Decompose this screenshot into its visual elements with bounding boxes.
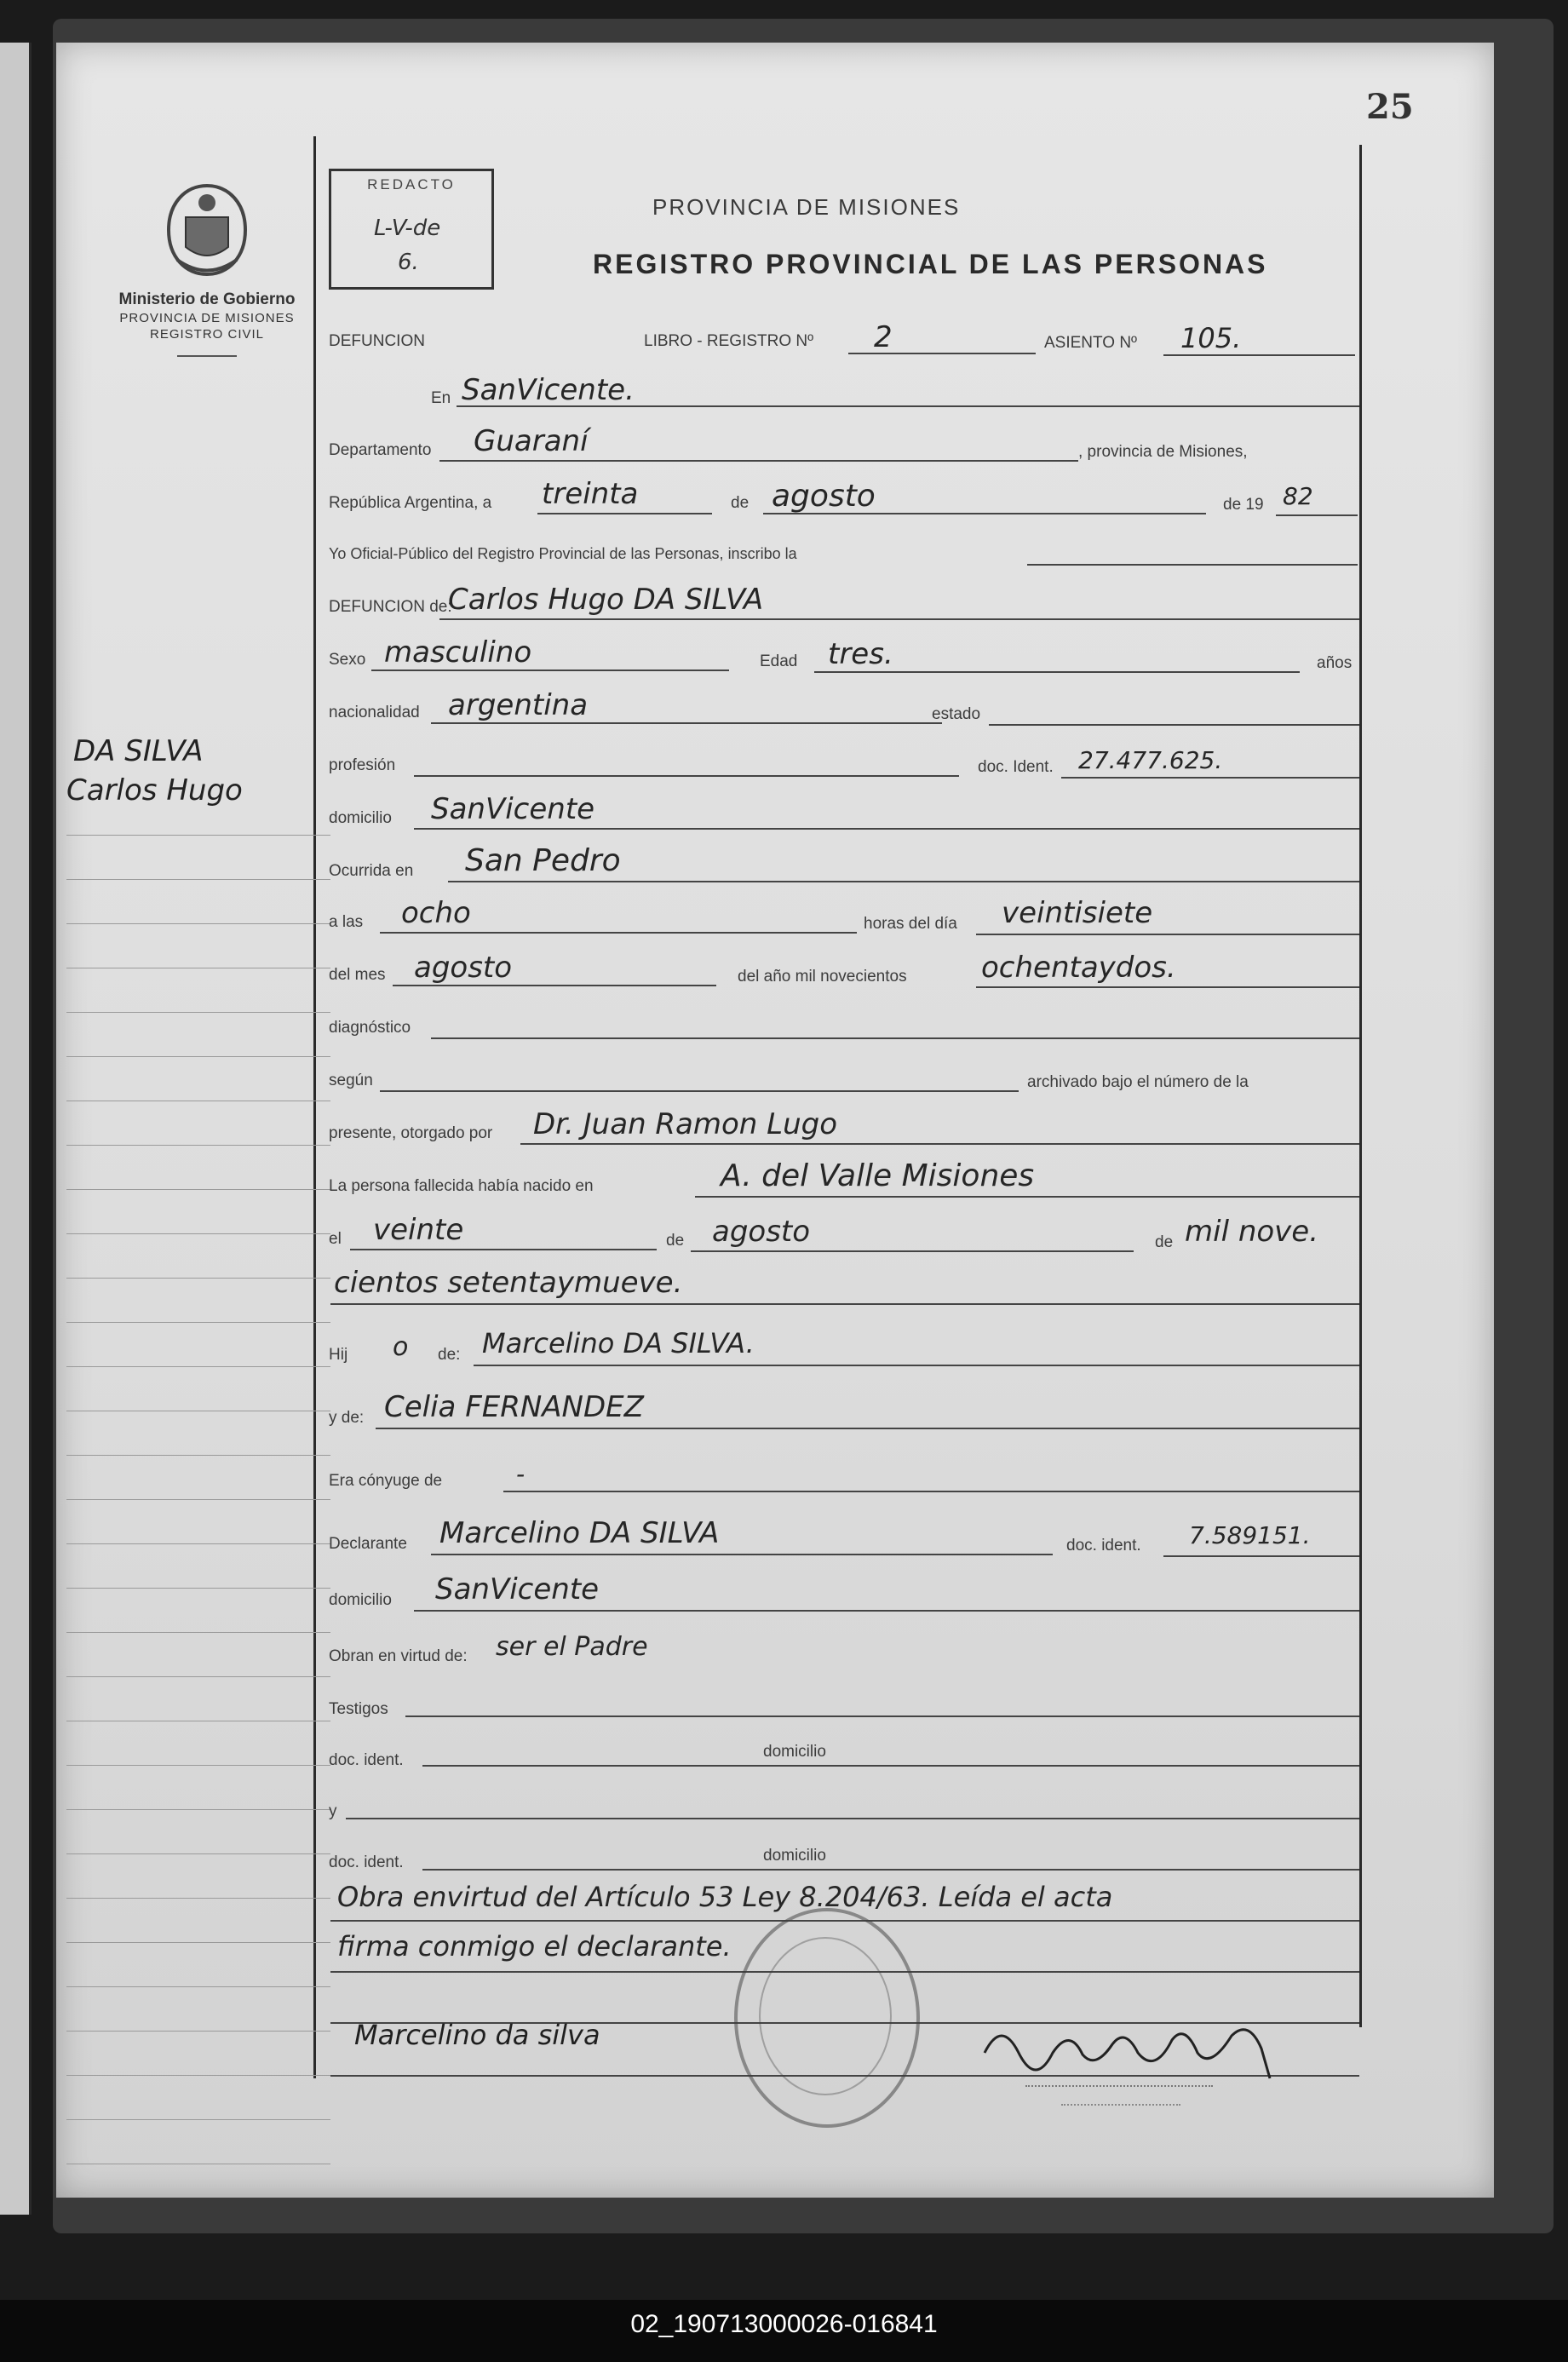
label-departamento: Departamento [329, 441, 432, 459]
margin-ruled-line [66, 1942, 330, 1943]
margin-ruled-line [66, 1455, 330, 1456]
redacto-label: REDACTO [367, 176, 456, 193]
margin-ruled-line [66, 1366, 330, 1367]
value-padre: Marcelino DA SILVA. [482, 1327, 755, 1359]
line-dia-nac [350, 1247, 657, 1250]
label-de-padre: de: [438, 1346, 461, 1364]
value-ano-muerte: ochentaydos. [981, 951, 1176, 985]
label-anos: años [1317, 654, 1353, 672]
label-oficial: Yo Oficial-Público del Registro Provincial de las Personas, inscribo la [329, 545, 797, 562]
label-de: de [731, 494, 750, 512]
line-doc-ident [1061, 775, 1359, 779]
line-hora [380, 930, 857, 934]
label-del-mes: del mes [329, 966, 386, 984]
value-madre: Celia FERNANDEZ [384, 1390, 644, 1424]
margin-ruled-line [66, 879, 330, 880]
line-oficial [1027, 562, 1358, 566]
line-ano-muerte [976, 985, 1359, 988]
redacto-line2: 6. [398, 250, 419, 275]
label-a-las: a las [329, 913, 364, 931]
label-doc-ident-testigo1: doc. ident. [329, 1751, 404, 1769]
margin-ruled-line [66, 1012, 330, 1013]
line-declarante [431, 1552, 1053, 1555]
margin-ruled-line [66, 1278, 330, 1279]
line-medico [520, 1141, 1359, 1145]
line-ocurrida [448, 879, 1359, 882]
ministry-registry: REGISTRO CIVIL [149, 327, 265, 342]
margin-ruled-line [66, 1499, 330, 1500]
label-del-ano: del año mil novecientos [738, 968, 907, 986]
value-mes-muerte: agosto [414, 951, 513, 985]
line-mes-nac [691, 1249, 1134, 1252]
value-dia-muerte: veintisiete [1002, 896, 1153, 930]
label-de-nac: de [666, 1232, 685, 1250]
page-number: 25 [1366, 87, 1414, 127]
value-domicilio: SanVicente [431, 792, 595, 826]
line-profesion [414, 773, 959, 777]
value-ano-nac-1: mil nove. [1185, 1215, 1319, 1249]
value-en: SanVicente. [462, 373, 635, 407]
value-asiento: 105. [1180, 322, 1242, 354]
margin-ruled-line [66, 1853, 330, 1854]
margin-ruled-line [66, 2031, 330, 2032]
margin-ruled-line [66, 835, 330, 836]
coat-of-arms-icon [160, 179, 254, 281]
margin-ruled-line [66, 1632, 330, 1633]
line-segun [380, 1089, 1019, 1092]
officer-stamp-text-2 [1061, 2104, 1180, 2112]
label-diagnostico: diagnóstico [329, 1019, 411, 1037]
value-doc-ident: 27.477.625. [1078, 746, 1223, 774]
line-doc-testigo2 [422, 1867, 1359, 1871]
margin-ruled-line [66, 1056, 330, 1057]
value-dia: treinta [542, 477, 639, 511]
margin-given-name: Carlos Hugo [66, 773, 243, 807]
label-horas-dia: horas del día [864, 915, 957, 933]
margin-ruled-line [66, 1986, 330, 1987]
line-conyuge [503, 1489, 1359, 1492]
label-sexo: Sexo [329, 651, 366, 669]
label-republica: República Argentina, a [329, 494, 492, 512]
label-doc-ident-testigo2: doc. ident. [329, 1853, 404, 1871]
right-rule [1359, 145, 1362, 2027]
header-province: PROVINCIA DE MISIONES [652, 194, 961, 220]
signature-officer-icon [976, 2002, 1283, 2095]
label-edad: Edad [760, 652, 798, 670]
margin-ruled-line [66, 1322, 330, 1323]
label-de-19: de 19 [1223, 496, 1264, 514]
label-de-mil: de [1155, 1233, 1174, 1251]
line-doc-declarante [1163, 1554, 1359, 1557]
value-mes: agosto [772, 479, 876, 514]
label-libro: LIBRO - REGISTRO Nº [644, 332, 814, 350]
value-hora: ocho [401, 896, 471, 930]
value-medico: Dr. Juan Ramon Lugo [533, 1107, 838, 1141]
line-departamento [439, 458, 1078, 462]
label-provincia-misiones: , provincia de Misiones, [1078, 443, 1248, 461]
margin-surname: DA SILVA [73, 734, 204, 768]
label-ocurrida: Ocurrida en [329, 862, 414, 880]
line-ano [1276, 513, 1358, 516]
value-libro: 2 [874, 320, 893, 354]
margin-ruled-line [66, 1145, 330, 1146]
value-nota-1: Obra envirtud del Artículo 53 Ley 8.204/63. Leída el acta [337, 1881, 1113, 1913]
margin-ruled-line [66, 1189, 330, 1190]
value-ocurrida: San Pedro [465, 843, 621, 878]
margin-ruled-line [66, 2075, 330, 2076]
label-y: y [329, 1802, 337, 1820]
register-page [56, 43, 1494, 2198]
header-registry: REGISTRO PROVINCIAL DE LAS PERSONAS [593, 249, 1268, 279]
label-domicilio: domicilio [329, 809, 392, 827]
margin-ruled-line [66, 1765, 330, 1766]
file-id: 02_190713000026-016841 [630, 2310, 938, 2338]
line-dia [537, 511, 712, 514]
line-doc-testigo1 [422, 1763, 1359, 1767]
label-declarante: Declarante [329, 1535, 407, 1553]
ministry-divider [177, 355, 237, 357]
label-obran: Obran en virtud de: [329, 1647, 468, 1665]
label-asiento: ASIENTO Nº [1044, 334, 1137, 352]
margin-rule [313, 136, 316, 2078]
value-dia-nac: veinte [373, 1213, 464, 1247]
value-ano: 82 [1283, 482, 1313, 510]
label-y-de: y de: [329, 1409, 365, 1427]
line-padre [474, 1363, 1359, 1366]
value-nota-2: firma conmigo el declarante. [337, 1930, 732, 1963]
line-diagnostico [431, 1036, 1359, 1039]
margin-ruled-line [66, 2119, 330, 2120]
value-obran: ser el Padre [496, 1632, 648, 1662]
value-conyuge: - [516, 1460, 526, 1488]
official-seal-icon [734, 1908, 920, 2128]
label-el: el [329, 1230, 342, 1248]
label-profesion: profesión [329, 756, 396, 774]
margin-ruled-line [66, 1588, 330, 1589]
line-testigos [405, 1714, 1359, 1717]
label-testigos: Testigos [329, 1700, 388, 1718]
label-domicilio-testigo2: domicilio [763, 1847, 826, 1865]
margin-ruled-line [66, 923, 330, 924]
value-declarante: Marcelino DA SILVA [439, 1516, 720, 1550]
line-lugar-nac [695, 1194, 1359, 1198]
margin-ruled-line [66, 1809, 330, 1810]
ministry-block [66, 179, 347, 357]
value-doc-declarante: 7.589151. [1189, 1521, 1311, 1549]
label-defuncion-de: DEFUNCION de: [329, 598, 452, 616]
line-domicilio [414, 826, 1359, 830]
line-ano-nac-2 [330, 1302, 1359, 1305]
label-estado: estado [932, 705, 981, 723]
margin-ruled-line [66, 1898, 330, 1899]
value-nombre: Carlos Hugo DA SILVA [448, 583, 764, 617]
value-sexo: masculino [384, 635, 532, 670]
line-dia-muerte [976, 932, 1359, 935]
line-madre [376, 1426, 1359, 1429]
value-mes-nac: agosto [712, 1215, 811, 1249]
line-nombre [439, 617, 1359, 620]
label-doc-ident-declarante: doc. ident. [1066, 1537, 1141, 1555]
margin-ruled-line [66, 1676, 330, 1677]
label-domicilio-declarante: domicilio [329, 1591, 392, 1609]
label-defuncion: DEFUNCION [329, 332, 425, 350]
label-nacionalidad: nacionalidad [329, 704, 420, 721]
value-nacionalidad: argentina [448, 688, 589, 722]
margin-ruled-line [66, 1543, 330, 1544]
line-domicilio-declarante [414, 1608, 1359, 1612]
redacto-line1: L-V-de [374, 216, 441, 241]
label-doc-ident: doc. Ident. [978, 758, 1054, 776]
label-en: En [431, 389, 451, 407]
ministry-province: PROVINCIA DE MISIONES [119, 311, 295, 325]
ministry-title: Ministerio de Gobierno [118, 290, 296, 308]
value-edad: tres. [828, 637, 893, 671]
officer-stamp-text [1025, 2085, 1213, 2095]
label-archivado: archivado bajo el número de la [1027, 1073, 1249, 1091]
label-segun: según [329, 1072, 373, 1089]
signature-declarante: Marcelino da silva [354, 2019, 600, 2051]
label-hij: Hij [329, 1346, 348, 1364]
label-presente: presente, otorgado por [329, 1124, 493, 1142]
redacto-box [329, 169, 494, 290]
adjacent-page-edge [0, 43, 32, 2215]
label-persona-fallecida: La persona fallecida había nacido en [329, 1177, 594, 1195]
label-conyuge: Era cónyuge de [329, 1472, 443, 1490]
value-ano-nac-2: cientos setentaymueve. [334, 1266, 683, 1300]
value-domicilio-declarante: SanVicente [435, 1572, 600, 1606]
value-hijo: o [393, 1332, 409, 1362]
value-departamento: Guaraní [474, 424, 589, 458]
value-lugar-nac: A. del Valle Misiones [721, 1158, 1035, 1193]
line-estado [989, 722, 1359, 726]
label-domicilio-testigo1: domicilio [763, 1743, 826, 1761]
line-testigo2 [346, 1816, 1359, 1819]
margin-ruled-line [66, 1233, 330, 1234]
